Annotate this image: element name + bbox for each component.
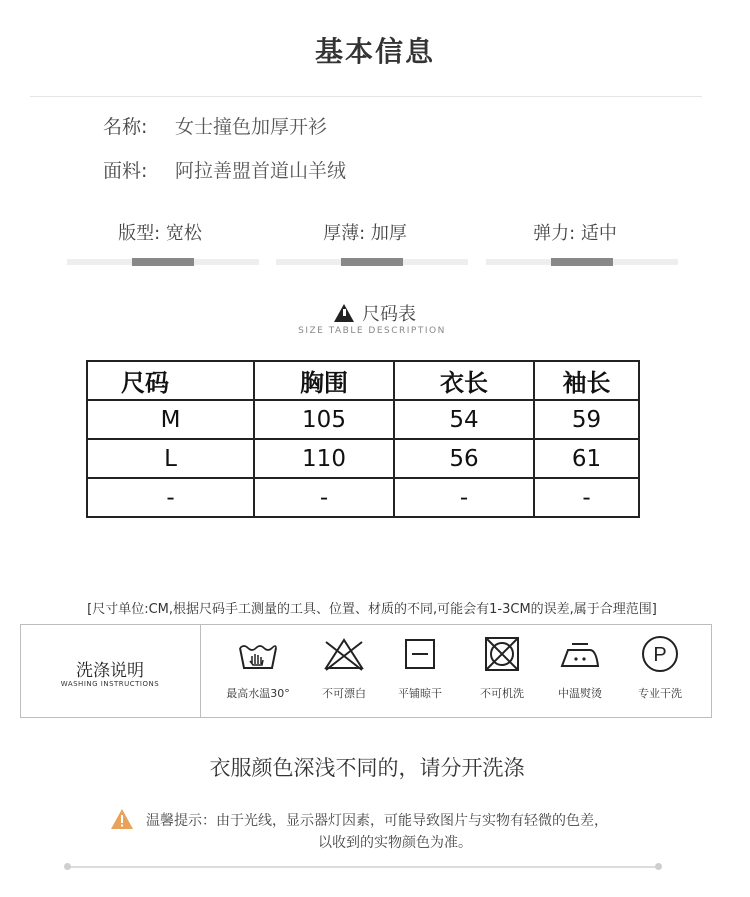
size-table-title: 尺码表 [362, 304, 416, 325]
table-header-cell: 袖长 [534, 361, 639, 400]
table-cell: M [87, 400, 254, 439]
size-table-subtitle: SIZE TABLE DESCRIPTION [298, 326, 446, 336]
no-machine-wash-icon [480, 634, 524, 674]
table-cell: 110 [254, 439, 394, 478]
iron-medium-icon [558, 634, 602, 674]
attr-thickness-fill [341, 258, 403, 266]
size-note: [尺寸单位:CM,根据尺码手工测量的工具、位置、材质的不同,可能会有1-3CM的误差,属于合理范围] [87, 602, 657, 617]
svg-text:P: P [653, 644, 667, 666]
attr-fit: 版型: 宽松 [118, 223, 202, 244]
table-header-cell: 衣长 [394, 361, 534, 400]
dry-clean-icon [638, 634, 682, 674]
tip-line-1: 温馨提示：由于光线，显示器灯因素，可能导致图片与实物有轻微的色差， [146, 813, 608, 829]
wash-30-icon [236, 634, 280, 674]
attr-fit-bar [67, 259, 259, 265]
size-table-heading [0, 300, 750, 326]
no-bleach-icon [322, 634, 366, 674]
wash-label: 平铺晾干 [398, 687, 442, 700]
washing-divider [200, 624, 201, 718]
warning-icon [334, 304, 354, 322]
footer-divider [68, 866, 660, 868]
title-divider [30, 96, 702, 97]
page-title: 基本信息 [314, 35, 435, 68]
wash-label: 专业干洗 [638, 687, 682, 700]
table-row [87, 400, 639, 439]
wash-label: 不可漂白 [322, 687, 366, 700]
table-cell: 105 [254, 400, 394, 439]
info-key: 名称: [103, 116, 148, 138]
table-cell: 56 [394, 439, 534, 478]
table-cell: L [87, 439, 254, 478]
size-table [86, 360, 640, 518]
table-cell: 54 [394, 400, 534, 439]
washing-subtitle: WASHING INSTRUCTIONS [60, 680, 160, 688]
table-row [87, 478, 639, 517]
table-cell: 61 [534, 439, 639, 478]
washing-title: 洗涤说明 [76, 661, 144, 681]
wash-label: 不可机洗 [480, 687, 524, 700]
wash-label: 最高水温30° [226, 687, 290, 700]
attr-thickness: 厚薄: 加厚 [323, 223, 407, 244]
tip-line-2: 以收到的实物颜色为准。 [318, 835, 472, 851]
footer-dot [655, 863, 662, 870]
table-cell: - [394, 478, 534, 517]
info-value: 女士撞色加厚开衫 [175, 116, 328, 138]
dry-flat-icon [398, 634, 442, 674]
table-header-row [87, 361, 639, 400]
info-row-fabric [103, 156, 346, 183]
info-row-name [103, 112, 327, 139]
table-cell: - [534, 478, 639, 517]
attr-elasticity-bar [486, 259, 678, 265]
footer-dot [64, 863, 71, 870]
attr-fit-fill [132, 258, 194, 266]
table-header-cell: 尺码 [87, 361, 254, 400]
attr-thickness-bar [276, 259, 468, 265]
warning-icon [110, 808, 134, 830]
info-key: 面料: [103, 160, 148, 182]
wash-separately-notice: 衣服颜色深浅不同的，请分开洗涤 [209, 756, 525, 780]
table-cell: - [254, 478, 394, 517]
info-value: 阿拉善盟首道山羊绒 [175, 160, 347, 182]
wash-label: 中温熨烫 [558, 687, 602, 700]
table-row [87, 439, 639, 478]
table-cell: - [87, 478, 254, 517]
table-header-cell: 胸围 [254, 361, 394, 400]
attr-elasticity-fill [551, 258, 613, 266]
table-cell: 59 [534, 400, 639, 439]
attr-elasticity: 弹力: 适中 [533, 223, 617, 244]
